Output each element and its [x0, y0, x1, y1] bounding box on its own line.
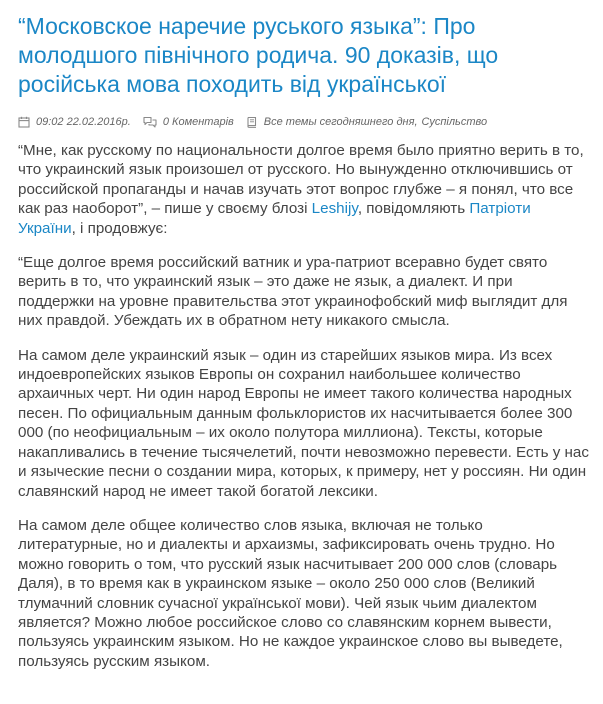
article-meta [18, 116, 589, 128]
paragraph-intro-text-end: , і продовжує: [71, 219, 168, 237]
blog-link-leshijy[interactable]: Leshijy [311, 200, 358, 218]
meta-comments[interactable] [143, 116, 234, 128]
meta-comments-text[interactable]: 0 Коментарів [162, 116, 234, 128]
paragraph-3: На самом деле украинский язык – один из старейших языков мира. Из всех индоевропейских языков Европы он сохранил наибольшее количество архаичных черт. Ни один народ Европы не имеет такого количества народных песен. По официальным данным фольклористов их насчитывается более 300 000 (по неофициальным – их около полутора миллиона). Тексты, которые накапливались в течение тысячелетий, почти невозможно перевести. Есть у нас и языческие песни о создании мира, которых, к примеру, нет у россиян. Ни один славянский народ не имеет такой богатой лексики. [18, 346, 589, 500]
paragraph-4: На самом деле общее количество слов языка, включая не только литературные, но и диалекты и архаизмы, зафиксировать очень трудно. Но можно говорить о том, что русский язык насчитывает 200 000 слов (словарь Даля), в то время как в украинском языке – около 250 000 слов (Великий тлумачний словник сучасної української мови). Чей язык чьим диалектом является? Можно любое российское слово со славянским корнем вывести, пользуясь украинским языком. Но не каждое украинское слово вы выведете, пользуясь русским языком. [18, 516, 563, 670]
meta-date-text: 09:02 22.02.2016р. [36, 116, 131, 128]
category-link-society[interactable]: Суспільство [421, 116, 488, 128]
source-link-patrioty-ukrainy[interactable]: Патріоти України [18, 200, 531, 237]
category-separator: , [414, 116, 418, 128]
category-link-all-topics[interactable]: Все темы сегодняшнего дня [263, 116, 415, 128]
comment-bubbles-icon [143, 116, 163, 128]
paragraph-intro [18, 141, 589, 238]
article-body [18, 141, 589, 671]
calendar-icon [18, 116, 36, 128]
meta-categories [246, 116, 487, 128]
paragraph-intro-text-mid: , повідомляють [357, 200, 470, 218]
paragraph-2: “Еще долгое время российский ватник и ура-патриот всеравно будет свято верить в то, что украинский язык – это даже не язык, а диалект. И при поддержки на уровне правительства этот украинофобский миф выглядит для них правдой. Убеждать их в обратном нету никакого смысла. [18, 254, 568, 330]
book-icon [246, 116, 264, 128]
article-title: “Московское наречие руського языка”: Про молодшого північного родича. 90 доказів, що російська мова походить від української [18, 13, 499, 97]
paragraph-intro-text-start: “Мне, как русскому по национальности долгое время было приятно верить в то, что украинский язык произошел от русского. Но вынужденно отключившись от российской пропаганды и начав изучать этот вопрос глубже – я понял, что все как раз наоборот”, – пише у своєму блозі [18, 142, 584, 218]
meta-date [18, 116, 131, 128]
